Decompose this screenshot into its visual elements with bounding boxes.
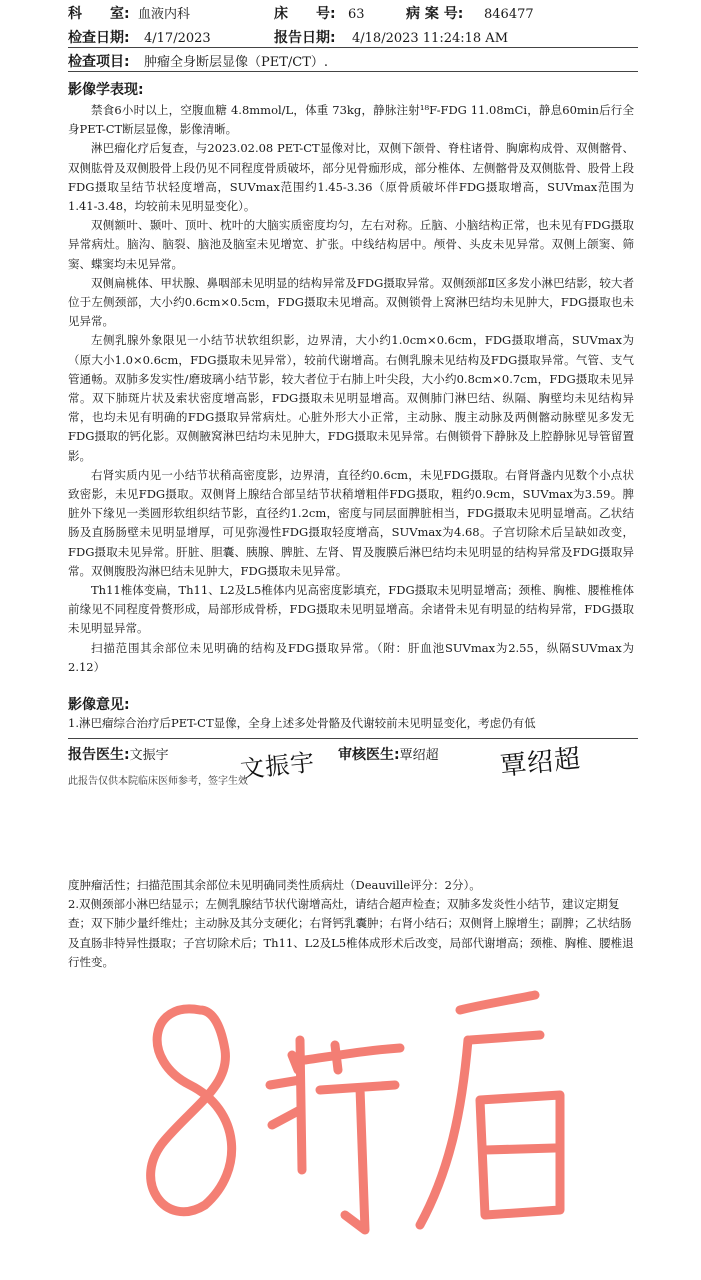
- findings-title: 影像学表现:: [68, 82, 144, 98]
- findings-paragraph-4: 双侧扁桃体、甲状腺、鼻咽部未见明显的结构异常及FDG摄取异常。双侧颈部Ⅱ区多发小淋巴结影，较大者位于左侧颈部，大小约0.6cm×0.5cm，FDG摄取未见增高。双侧锁骨上窝淋巴结均未见肿大，FDG摄取也未见异常。: [68, 275, 634, 329]
- annotation-char-1-right: [305, 1045, 400, 1230]
- findings-paragraph-8: 扫描范围其余部位未见明确的结构及FDG摄取异常。（附：肝血池SUVmax为2.55，纵隔SUVmax为2.12）: [68, 640, 634, 674]
- annotation-digit-8: [151, 1009, 232, 1212]
- dept-value: 血液内科: [138, 7, 191, 22]
- opinion-item-2: 2.双侧颈部小淋巴结显示；左侧乳腺结节状代谢增高灶，请结合超声检查；双肺多发炎性小结节，建议定期复查；双下肺少量纤维灶；主动脉及其分支硬化；右肾钙乳囊肿；右肾小结石；双侧肾上腺增生；副脾；乙状结肠及直肠非特异性摄取；子宫切除术后；Th11、L2及L5椎体成形术后改变，局部代谢增高；颈椎、胸椎、腰椎退行性变。: [68, 897, 634, 969]
- reviewer-handwritten-signature: 覃绍超: [498, 743, 583, 783]
- case-value: 846477: [484, 7, 534, 22]
- annotation-char-1-left: [270, 1040, 302, 1170]
- findings-paragraph-3: 双侧额叶、颞叶、顶叶、枕叶的大脑实质密度均匀，左右对称。丘脑、小脑结构正常，也未见有FDG摄取异常病灶。脑沟、脑裂、脑池及脑室未见增宽、扩张。中线结构居中。颅骨、头皮未见异常。双侧上颌窦、筛窦、蝶窦均未见异常。: [68, 218, 634, 271]
- exam-date-value: 4/17/2023: [144, 31, 211, 46]
- reporter-value: 文振宇: [129, 748, 169, 763]
- findings-paragraph-6: 右肾实质内见一小结节状稍高密度影，边界清，直径约0.6cm，未见FDG摄取。右肾肾盏内见数个小点状致密影，未见FDG摄取。双侧肾上腺结合部呈结节状稍增粗伴FDG摄取，粗约0.9cm，SUVmax为3.59。脾脏外下缘见一类圆形软组织结节影，直径约1.2cm，密度与同层面脾脏相当，FDG摄取未见明显增高。乙状结肠及直肠肠壁未见明显增厚，可见弥漫性FDG摄取轻度增高，SUVmax为4.68。子宫切除术后呈缺如改变，FDG摄取未见异常。肝脏、胆囊、胰腺、脾脏、左肾、胃及腹膜后淋巴结均未见明显的结构异常及FDG摄取异常。双侧腹股沟淋巴结未见肿大，FDG摄取未见异常。: [68, 467, 634, 578]
- opinion-title: 影像意见:: [68, 697, 130, 713]
- findings-paragraph-7: Th11椎体变扁，Th11、L2及L5椎体内见高密度影填充，FDG摄取未见明显增高；颈椎、胸椎、腰椎椎体前缘见不同程度骨赘形成，局部形成骨桥，FDG摄取未见明显增高。余诸骨未见有明显的结构异常，FDG摄取未见明显异常。: [68, 583, 634, 636]
- report-date-value: 4/18/2023 11:24:18 AM: [352, 31, 509, 46]
- opinion-item-1-start: 1.淋巴瘤综合治疗后PET-CT显像，全身上述多处骨骼及代谢较前未见明显变化，考虑仍有低: [68, 716, 536, 730]
- reviewer-value: 覃绍超: [399, 748, 439, 763]
- exam-item-value: 肿瘤全身断层显像（PET/CT）.: [144, 55, 329, 70]
- exam-item-label: 检查项目:: [68, 54, 130, 70]
- case-label: 病 案 号:: [406, 6, 464, 22]
- exam-date-label: 检查日期:: [68, 30, 130, 46]
- reviewer-label: 审核医生:: [338, 747, 400, 763]
- report-date-label: 报告日期:: [274, 30, 336, 46]
- findings-paragraph-2: 淋巴瘤化疗后复查，与2023.02.08 PET-CT显像对比，双侧下颌骨、脊柱诸骨、胸廓构成骨、双侧髂骨、双侧肱骨及双侧股骨上段仍见不同程度骨质破坏，部分见骨痂形成，部分椎体、左侧髂骨及双侧肱骨、股骨上段FDG摄取呈结节状轻度增高，SUVmax范围约1.45-3.36（原骨质破坏伴FDG摄取增高，SUVmax范围为1.41-3.48，均较前未见明显变化）。: [68, 141, 634, 214]
- dept-label: 科 室:: [68, 6, 130, 22]
- findings-paragraph-5: 左侧乳腺外象限见一小结节状软组织影，边界清，大小约1.0cm×0.6cm，FDG摄取增高，SUVmax为（原大小1.0×0.6cm，FDG摄取未见异常），较前代谢增高。右侧乳腺未见结构及FDG摄取异常。气管、支气管通畅。双肺多发实性/磨玻璃小结节影，较大者位于右肺上叶尖段，大小约0.8cm×0.7cm，FDG摄取未见异常。双下肺斑片状及索状密度增高影，FDG摄取未见明显增高。双侧肺门淋巴结、纵隔、胸壁均未见结构异常，也均未见有明确的FDG摄取异常病灶。心脏外形大小正常，主动脉、腹主动脉及两侧髂动脉壁见多发无FDG摄取的钙化影。双侧腋窝淋巴结均未见肿大，FDG摄取未见异常。右侧锁骨下静脉及上腔静脉见导管留置影。: [68, 333, 634, 463]
- report-disclaimer: 此报告仅供本院临床医师参考，签字生效: [68, 776, 248, 787]
- bed-value: 63: [348, 7, 365, 22]
- bed-label: 床 号:: [274, 6, 336, 22]
- findings-paragraph-1: 禁食6小时以上，空腹血糖 4.8mmol/L，体重 73kg，静脉注射¹⁸F-FDG 11.08mCi，静息60min后行全身PET-CT断层显像，影像清晰。: [68, 103, 634, 137]
- reporter-label: 报告医生:: [68, 747, 130, 763]
- annotation-char-2-box: [480, 1095, 560, 1215]
- reporter-handwritten-signature: 文振宇: [239, 748, 317, 784]
- opinion-item-1-end: 度肿瘤活性；扫描范围其余部位未见明确同类性质病灶（Deauville评分：2分）。: [68, 878, 481, 892]
